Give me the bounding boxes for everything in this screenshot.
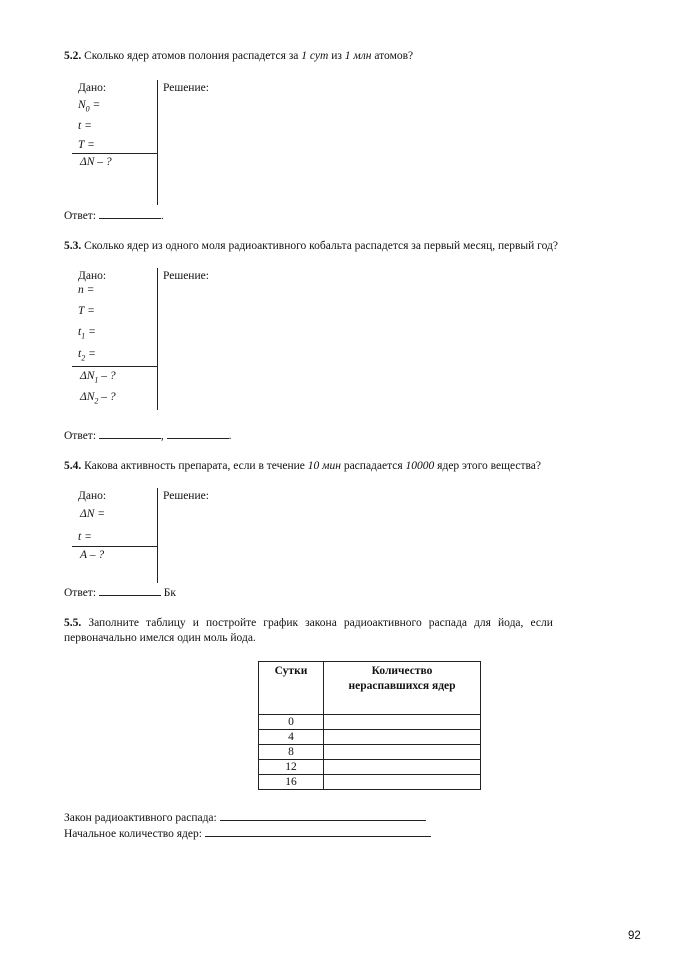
- question-5-5: 5.5. Заполните таблицу и постройте график закона радиоактивного распада для йода, если: [64, 617, 553, 629]
- answer-blank[interactable]: [99, 585, 161, 596]
- given-dN: ΔN =: [80, 508, 106, 520]
- table-row: 8: [259, 745, 481, 760]
- answer-5-2: Ответ: .: [64, 210, 164, 222]
- question-number: 5.2.: [64, 50, 82, 62]
- question-5-4: 5.4. Какова активность препарата, если в течение 10 мин распадается 10000 ядер этого вещества?: [64, 460, 541, 472]
- table-cell-empty[interactable]: [324, 745, 481, 760]
- question-5-5-line2: первоначально имелся один моль йода.: [64, 632, 256, 644]
- given-n0: $N_0$ =: [78, 99, 101, 114]
- find-dN: ΔN – ?: [80, 156, 112, 168]
- answer-blank-1[interactable]: [99, 428, 161, 439]
- find-dN2: $\Delta N_2$ – ?: [80, 391, 116, 406]
- given-T: T =: [78, 139, 95, 151]
- given-T: T =: [78, 305, 95, 317]
- answer-blank[interactable]: [99, 208, 161, 219]
- table-cell-empty[interactable]: [324, 730, 481, 745]
- initial-count-blank[interactable]: [205, 826, 431, 837]
- given-title: Дано:: [78, 82, 107, 94]
- question-number: 5.3.: [64, 240, 82, 252]
- answer-blank-2[interactable]: [167, 428, 229, 439]
- answer-5-4: Ответ: Бк: [64, 587, 176, 599]
- decay-table: [258, 661, 481, 790]
- find-dN1: $\Delta N_1$ – ?: [80, 370, 116, 385]
- table-row: 0: [259, 715, 481, 730]
- divider-horizontal: [72, 546, 158, 547]
- answer-5-3: Ответ: , .: [64, 430, 232, 442]
- given-t1: $t_1$ =: [78, 326, 96, 341]
- page-number: 92: [628, 930, 641, 942]
- header-days: Сутки: [259, 662, 324, 715]
- question-5-3: 5.3. Сколько ядер из одного моля радиоактивного кобальта распадется за первый месяц, первый год?: [64, 240, 558, 252]
- divider-horizontal: [72, 153, 158, 154]
- given-n: n =: [78, 284, 95, 296]
- solution-title: Решение:: [163, 82, 209, 94]
- divider-horizontal: [72, 366, 158, 367]
- question-number: 5.5.: [64, 617, 82, 629]
- header-undecayed: Количество нераспавшихся ядер: [324, 662, 481, 715]
- given-t: t =: [78, 531, 92, 543]
- find-A: A – ?: [80, 549, 105, 561]
- divider-vertical: [157, 80, 158, 205]
- table-cell-empty[interactable]: [324, 715, 481, 730]
- initial-count-line: Начальное количество ядер:: [64, 826, 431, 840]
- given-title: Дано:: [78, 490, 107, 502]
- solution-title: Решение:: [163, 490, 209, 502]
- solution-title: Решение:: [163, 270, 209, 282]
- given-t2: $t_2$ =: [78, 348, 96, 363]
- table-cell-empty[interactable]: [324, 775, 481, 790]
- given-title: Дано:: [78, 270, 107, 282]
- divider-vertical: [157, 268, 158, 410]
- table-row: 16: [259, 775, 481, 790]
- table-cell-empty[interactable]: [324, 760, 481, 775]
- question-number: 5.4.: [64, 460, 82, 472]
- decay-law-blank[interactable]: [220, 810, 426, 821]
- table-row: 12: [259, 760, 481, 775]
- divider-vertical: [157, 488, 158, 583]
- table-row: 4: [259, 730, 481, 745]
- given-t: t =: [78, 120, 92, 132]
- decay-law-line: Закон радиоактивного распада:: [64, 810, 426, 824]
- question-5-2: 5.2. Сколько ядер атомов полония распадется за 1 сут из 1 млн атомов?: [64, 50, 414, 62]
